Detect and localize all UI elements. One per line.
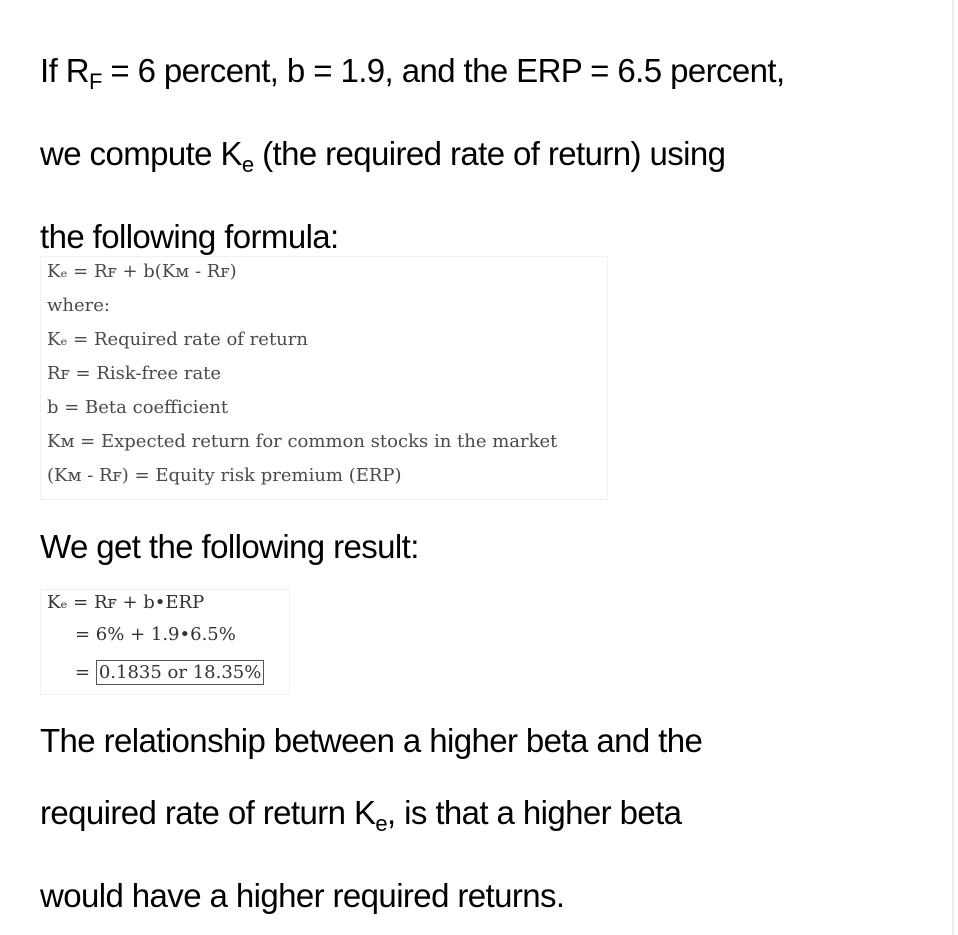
formula-line-3: Kₑ = Required rate of return	[47, 329, 308, 350]
intro-text-3: we compute K	[40, 135, 242, 172]
formula-line-7: (Kᴍ - Rꜰ) = Equity risk premium (ERP)	[47, 465, 402, 486]
formula-line-1: Kₑ = Rꜰ + b(Kᴍ - Rꜰ)	[47, 261, 237, 282]
conclusion-text-1: The relationship between a higher beta and the	[40, 722, 703, 759]
conclusion-text-3: , is that a higher beta	[387, 794, 682, 831]
intro-text-4: (the required rate of return) using	[253, 135, 726, 172]
result-boxed-value: 0.1835 or 18.35%	[96, 660, 265, 685]
formula-line-6: Kᴍ = Expected return for common stocks in the market	[47, 431, 558, 452]
subscript-f: F	[88, 69, 102, 94]
intro-paragraph	[40, 35, 785, 273]
intro-text-5: the following formula:	[40, 218, 339, 255]
conclusion-text-2: required rate of return K	[40, 794, 376, 831]
formula-image	[40, 256, 608, 500]
page-edge-line	[952, 0, 954, 935]
intro-text-1: If R	[40, 52, 89, 89]
result-heading	[40, 513, 419, 581]
conclusion-paragraph	[40, 705, 702, 932]
result-equals: =	[75, 662, 91, 683]
result-image	[40, 589, 290, 695]
formula-line-2: where:	[47, 295, 110, 316]
conclusion-subscript-e: e	[375, 811, 387, 836]
conclusion-text-4: would have a higher required returns.	[40, 877, 565, 914]
result-line-1: Kₑ = Rꜰ + b•ERP	[47, 592, 205, 613]
result-line-2: = 6% + 1.9•6.5%	[75, 624, 236, 645]
formula-line-5: b = Beta coefficient	[47, 397, 229, 418]
subscript-e: e	[241, 152, 254, 177]
result-line-3	[75, 662, 264, 683]
formula-line-4: Rꜰ = Risk-free rate	[47, 363, 222, 384]
intro-text-2: = 6 percent, b = 1.9, and the ERP = 6.5 percent,	[101, 52, 785, 89]
result-heading-text: We get the following result:	[40, 528, 419, 565]
